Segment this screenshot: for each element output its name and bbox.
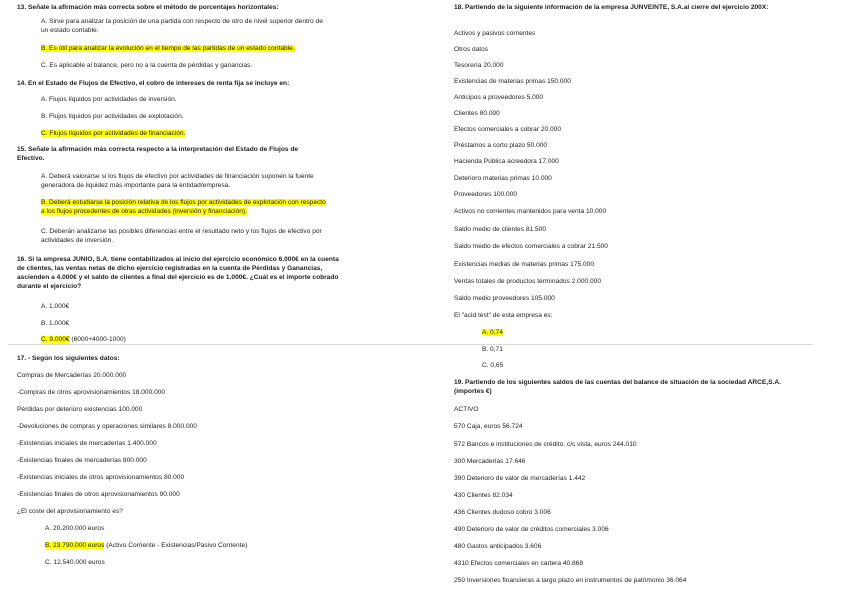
q13-option-c: C. Es aplicable al balance, pero no a la cuenta de pérdidas y ganancias.	[41, 62, 253, 69]
q17-item: -Existencias finales de mercaderías 800.000	[17, 457, 147, 464]
q19-item: 572 Bancos e instituciones de crédito, c/c vista, euros 244.010	[454, 441, 637, 448]
q18-item: Existencias de materias primas 150.000	[454, 78, 571, 85]
q18-item: Saldo medio de clientes 81.500	[454, 226, 547, 233]
q19-item: 436 Clientes dudoso cobro 3.006	[454, 509, 551, 516]
q18-option-b: B. 0,71	[482, 346, 503, 353]
q18-item: Saldo medio de efectos comerciales a cobrar 21.500	[454, 243, 608, 250]
q18-item: Existencias medias de materias primas 175.000	[454, 261, 595, 268]
q14-option-b: B. Flujos líquidos por actividades de explotación.	[41, 113, 184, 120]
q18-item: Proveedores 100.000	[454, 191, 518, 198]
q14-option-c	[17, 129, 185, 138]
q13-option-b	[17, 44, 295, 53]
question-16: 16. Si la empresa JUNIO, S.A. tiene contabilizados al inicio del ejercicio económico 6.000€ en la cuenta de clientes, las ventas netas de dicho ejercicio registradas en la cuenta de Pérdidas y Ganancias, ascienden a 4.000€ y el saldo de clientes a final del ejercicio es de 1.000€. ¿Cuál es el importe cobrado durante el ejercicio?	[17, 256, 339, 290]
divider	[8, 344, 813, 345]
q18-item: Efectos comerciales a cobrar 20.000	[454, 126, 562, 133]
q16-option-c-note: (6000+4000-1000)	[69, 336, 126, 343]
q17-option-c: C. 12.540.000 euros	[45, 559, 105, 566]
q18-item: Activos y pasivos corrientes	[454, 30, 536, 37]
q18-item: Deterioro materias primas 10.000	[454, 175, 552, 182]
q18-item: Hacienda Pública acreedora 17.000	[454, 158, 559, 165]
q19-item: 490 Deterioro de valor de créditos comerciales 3.006	[454, 526, 609, 533]
q17-item: -Existencias iniciales de otros aprovisionamientos 80.000	[17, 474, 185, 481]
question-13: 13. Señale la afirmación más correcta sobre el método de porcentajes horizontales:	[17, 4, 279, 11]
q17-item: -Devoluciones de compras y operaciones similares 8.000.000	[17, 423, 197, 430]
q19-item: 250 Inversiones financieras a largo plazo en instrumentos de patrimonio 36.064	[454, 577, 687, 584]
q17-item: ¿El coste del aprovisionamiento es?	[17, 508, 123, 515]
question-18: 18. Partiendo de la siguiente información de la empresa JUNVEINTE, S.A.al cierre del ejercicio 200X:	[454, 4, 769, 11]
q18-item: Tesorería 20.000	[454, 62, 504, 69]
q18-item: Ventas totales de productos terminados 2.000.000	[454, 278, 601, 285]
q19-item: 390 Deterioro de valor de mercaderías 1.442	[454, 475, 586, 482]
q19-item: 430 Clientes 82.034	[454, 492, 513, 499]
q18-item: Activos no corrientes mantenidos para venta 10.000	[454, 208, 607, 215]
q13-option-a: A. Sirve para analizar la posición de una partida con respecto de otro de nivel superior dentro de un estado contable.	[41, 18, 323, 34]
q16-option-c	[17, 335, 126, 344]
q17-item: -Existencias finales de otros aprovisionamientos 90.000	[17, 491, 180, 498]
q17-option-b	[45, 541, 247, 550]
q18-item: Clientes 80.000	[454, 110, 500, 117]
q18-item: El "acid test" de esta empresa es:	[454, 312, 553, 319]
q17-item: Pérdidas por deterioro existencias 100.000	[17, 406, 143, 413]
highlight: B. Es útil para analizar la evolución en el tiempo de las partidas de un estado contable.	[41, 45, 295, 52]
highlight: C. Flujos líquidos por actividades de financiación.	[41, 130, 186, 137]
q17-option-a: A. 20.200.000 euros	[45, 525, 105, 532]
q16-option-b: B. 1.000€	[41, 320, 70, 327]
q18-item: Otros datos	[454, 46, 489, 53]
q19-item: 480 Gastos anticipados 3.606	[454, 543, 542, 550]
highlight: B. Deberá estudiarse la posición relativa de los flujos por actividades de explotación con respecto a los flujos procedentes de otras actividades (inversión y financiación).	[41, 199, 326, 215]
question-14: 14. En el Estado de Flujos de Efectivo, el cobro de intereses de renta fija se incluye en:	[17, 80, 290, 87]
highlight: C. 9.000€	[41, 336, 70, 343]
question-15: 15. Señale la afirmación más correcta respecto a la interpretación del Estado de Flujos de Efectivo.	[17, 146, 299, 162]
highlight: A. 0,74	[482, 329, 503, 336]
highlight: B. 23.790.000 euros	[45, 542, 105, 549]
q15-option-b	[17, 198, 331, 216]
q18-item: Saldo medio proveedores 105.000	[454, 295, 555, 302]
q18-item: Préstamos a corto plazo 50.000	[454, 142, 548, 149]
question-17: 17. - Según los siguientes datos:	[17, 355, 120, 362]
q19-item: 300 Mercaderías 17.646	[454, 458, 526, 465]
q15-option-c: C. Deberán analizarse las posibles diferencias entre el resultado neto y los flujos de efectivo por actividades de inversión.	[41, 228, 322, 244]
q17-item: Compras de Mercaderías 20.000.000	[17, 372, 127, 379]
q19-item: ACTIVO	[454, 406, 479, 413]
q17-item: -Existencias iniciales de mercaderías 1.400.000	[17, 440, 157, 447]
q19-item: 570 Caja, euros 56.724	[454, 423, 523, 430]
question-19: 19. Partiendo de los siguientes saldos de las cuentas del balance de situación de la sociedad ARCE,S.A. (importes €)	[454, 379, 781, 395]
q14-option-a: A. Flujos líquidos por actividades de inversión.	[41, 96, 177, 103]
q17-option-b-note: (Activo Corriente - Existencias/Pasivo Corriente)	[104, 542, 248, 549]
q17-item: -Compras de otros aprovisionamientos 18.000.000	[17, 389, 166, 396]
q15-option-a: A. Deberá valorarse si los flujos de efectivo por actividades de financiación suponen la fuente generadora de liquidez más importante para la entidad/empresa.	[41, 173, 314, 189]
q18-option-a	[454, 328, 503, 337]
q18-item: Anticipos a proveedores 5.000	[454, 94, 544, 101]
q18-option-c: C. 0,65	[482, 362, 504, 369]
q19-item: 4310 Efectos comerciales en cartera 40.868	[454, 560, 584, 567]
q16-option-a: A. 1.000€	[41, 303, 70, 310]
